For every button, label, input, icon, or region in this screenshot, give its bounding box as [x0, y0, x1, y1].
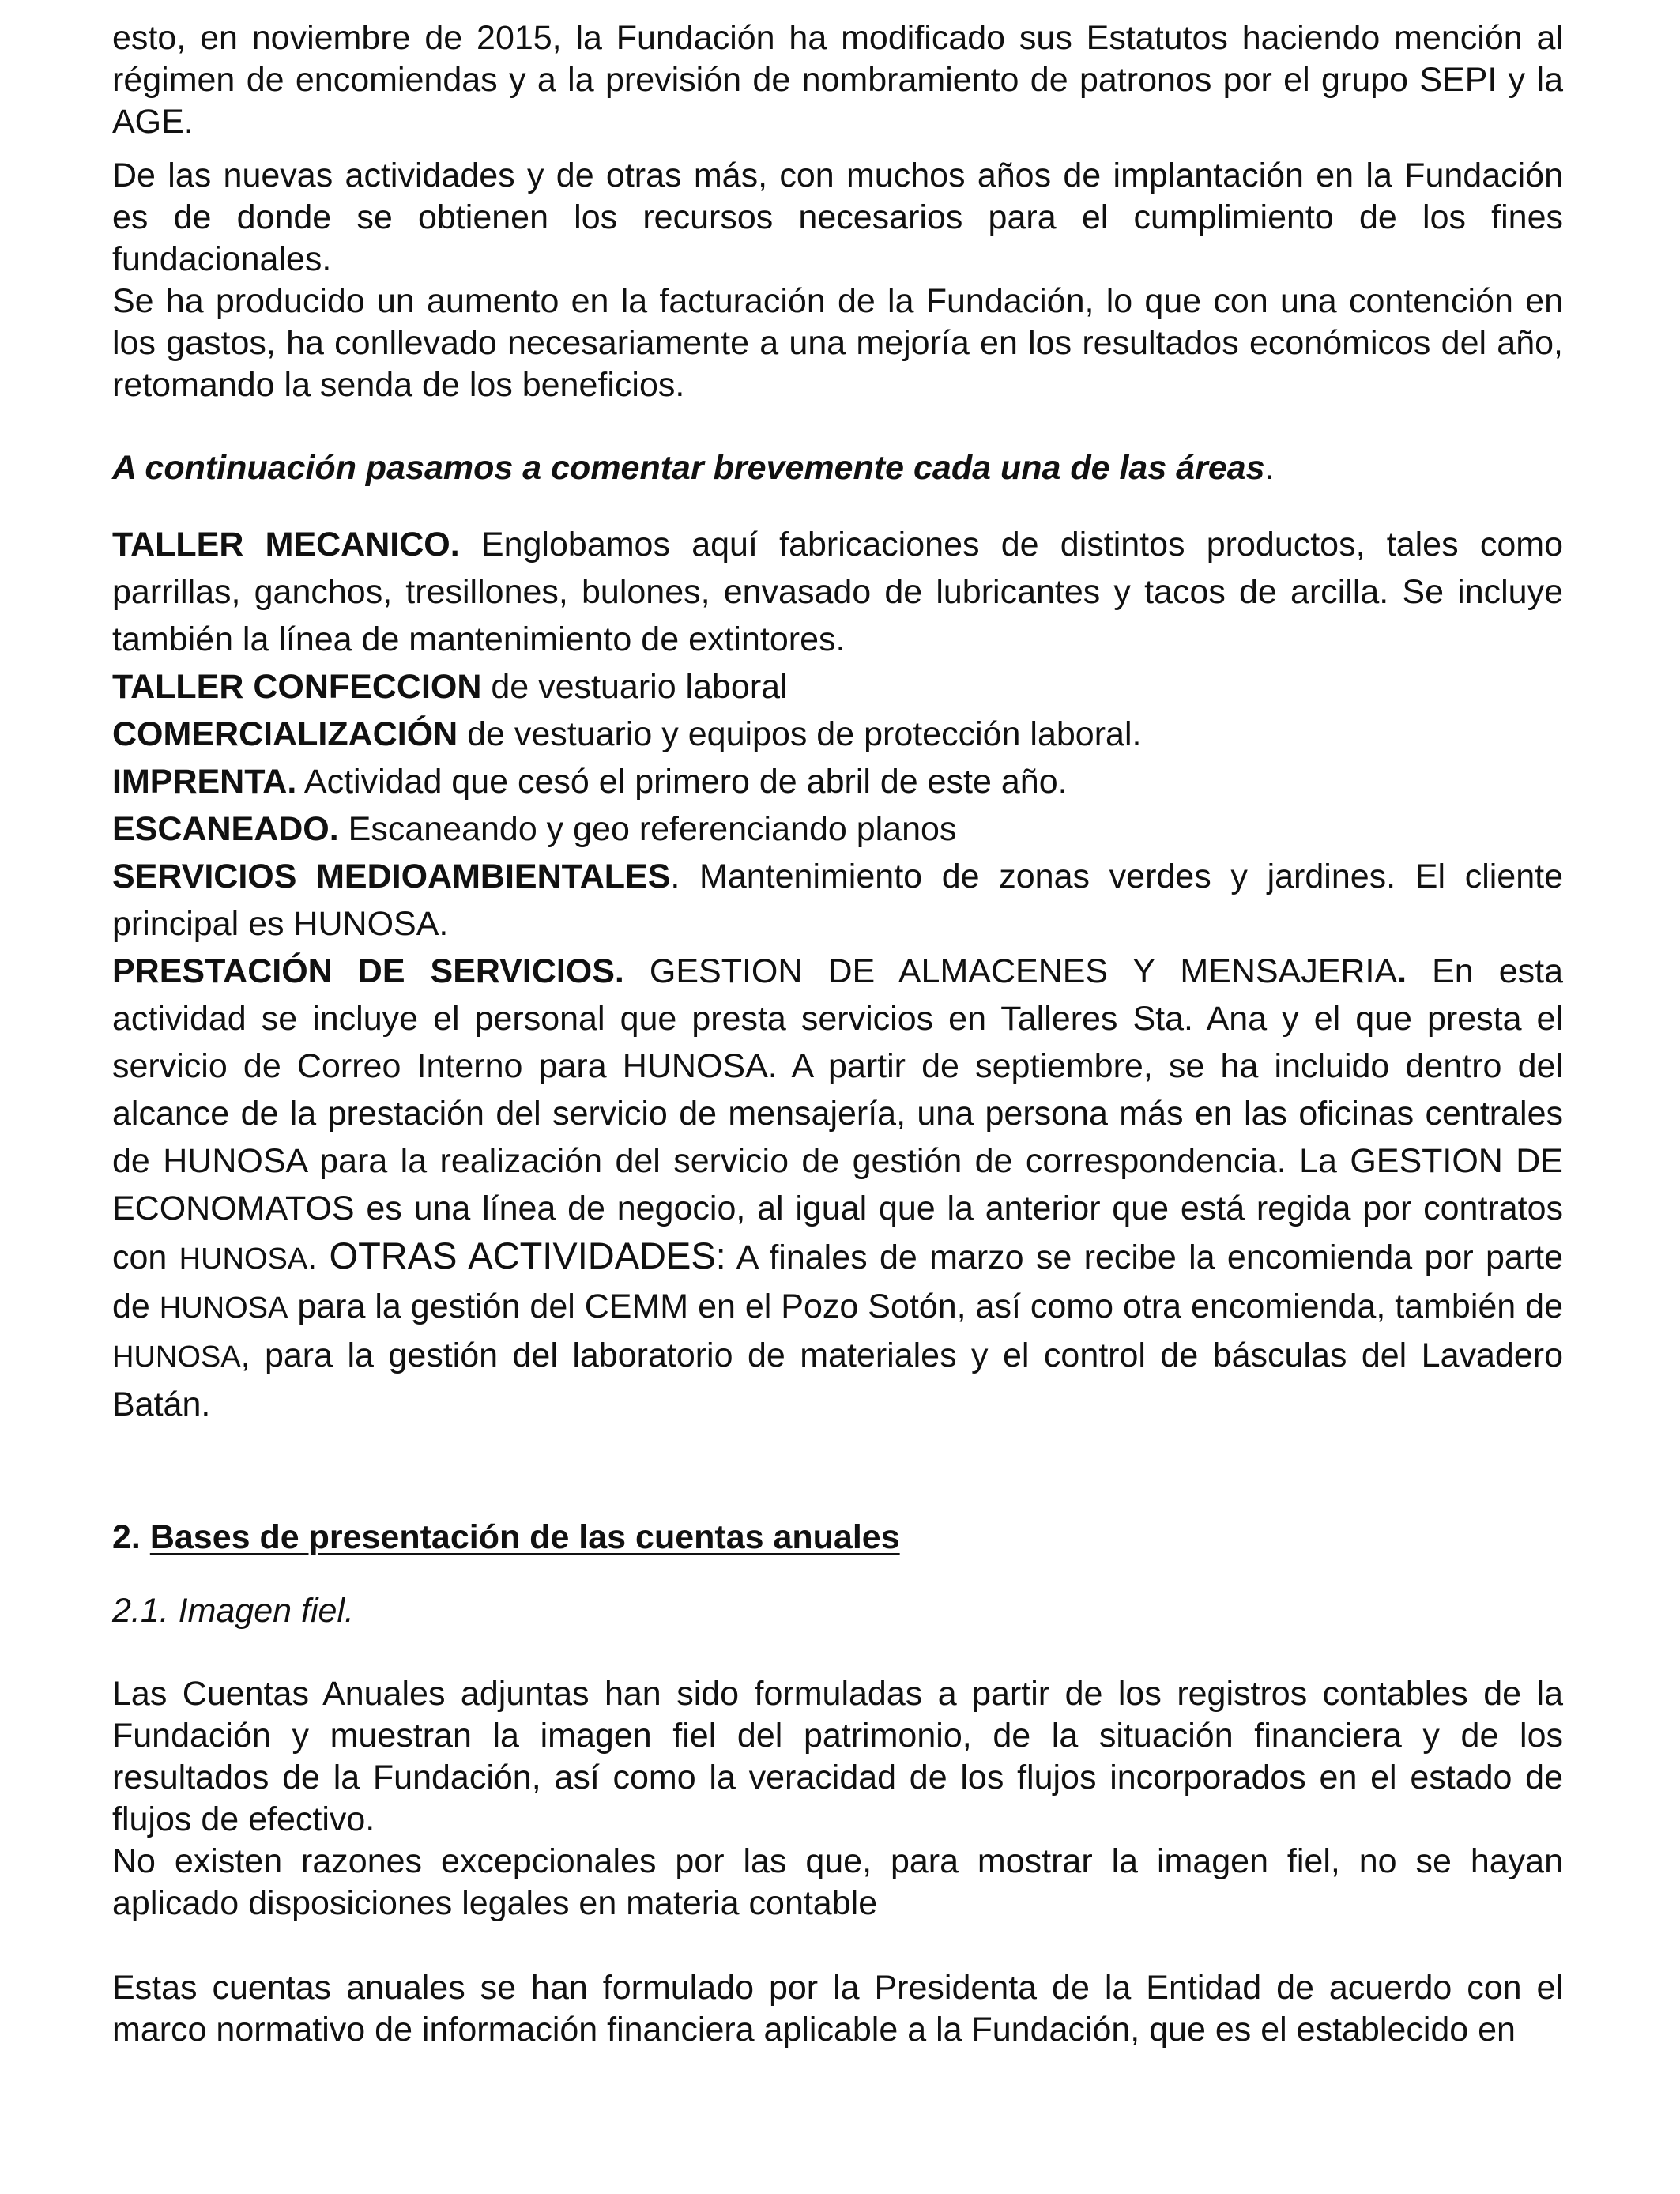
- area-title: PRESTACIÓN DE SERVICIOS.: [112, 952, 624, 990]
- area-text: A finales de marzo se recibe la encomienda por parte de: [112, 1238, 1564, 1325]
- area-subtitle: GESTION DE ALMACENES Y MENSAJERIA: [623, 952, 1398, 990]
- area-title: TALLER MECANICO.: [112, 526, 460, 564]
- section-title: Bases de presentación de las cuentas anuales: [149, 1518, 900, 1556]
- area-text: En esta actividad se incluye el personal que presta servicios en Talleres Sta. Ana y el que presta el servicio de Correo Interno para HUNOSA. A partir de septiembre, se ha incluido dentro del alcance de la prestación del servicio de mensajería, una persona más en las oficinas centrales de HUNOSA para la realización del servicio de gestión de correspondencia. La GESTION DE ECONOMATOS es una línea de negocio, al igual que la anterior que está regida por contratos con: [112, 952, 1563, 1276]
- otras-actividades-label: OTRAS ACTIVIDADES:: [329, 1235, 726, 1276]
- area-text: de vestuario laboral: [481, 668, 788, 706]
- section-number: 2.: [112, 1518, 150, 1556]
- area-imprenta: [112, 758, 1563, 805]
- area-text: .: [307, 1238, 330, 1276]
- hunosa-smallcaps: HUNOSA: [179, 1242, 308, 1276]
- area-taller-mecanico: [112, 521, 1563, 663]
- area-title: COMERCIALIZACIÓN: [112, 715, 458, 753]
- intro-paragraph-2: De las nuevas actividades y de otras más, con muchos años de implantación en la Fundación es de donde se obtienen los recursos necesarios para el cumplimiento de los fines fundacionales.: [112, 156, 1563, 278]
- area-title: IMPRENTA.: [112, 763, 297, 801]
- area-taller-confeccion: [112, 663, 1563, 711]
- intro-paragraph-1: esto, en noviembre de 2015, la Fundación ha modificado sus Estatutos haciendo mención al régimen de encomiendas y a la previsión de nombramiento de patronos por el grupo SEPI y la AGE.: [112, 19, 1563, 141]
- area-title: TALLER CONFECCION: [112, 668, 482, 706]
- section-2-heading: [112, 1517, 1563, 1559]
- area-text: . Mantenimiento de zonas verdes y jardines. El cliente principal es HUNOSA.: [112, 858, 1563, 943]
- area-text: Escaneando y geo referenciando planos: [338, 810, 957, 848]
- area-text: , para la gestión del laboratorio de materiales y el control de básculas del Lavadero Batán.: [112, 1336, 1563, 1423]
- areas-heading-text: A continuación pasamos a comentar brevemente cada una de las áreas: [112, 449, 1265, 487]
- document-page: [112, 17, 1563, 2051]
- section-2-paragraph-2: No existen razones excepcionales por las que, para mostrar la imagen fiel, no se hayan aplicado disposiciones legales en materia contable: [112, 1842, 1563, 1922]
- area-text: Englobamos aquí fabricaciones de distintos productos, tales como parrillas, ganchos, tresillones, bulones, envasado de lubricantes y tacos de arcilla. Se incluye también la línea de mantenimiento de extintores.: [112, 526, 1563, 658]
- area-text: Actividad que cesó el primero de abril de este año.: [296, 763, 1068, 801]
- section-2-paragraph-3: Estas cuentas anuales se han formulado por la Presidenta de la Entidad de acuerdo con el marco normativo de información financiera aplicable a la Fundación, que es el establecido en: [112, 1969, 1563, 2049]
- areas-heading: [112, 447, 1563, 489]
- area-text: de vestuario y equipos de protección laboral.: [458, 715, 1142, 753]
- subsection-2-1-heading: 2.1. Imagen fiel.: [112, 1592, 354, 1630]
- area-subtitle-dot: .: [1397, 952, 1407, 990]
- area-servicios-medioambientales: [112, 853, 1563, 948]
- area-comercializacion: [112, 711, 1563, 758]
- areas-heading-suffix: .: [1264, 449, 1275, 487]
- area-prestacion-servicios: [112, 948, 1563, 1428]
- area-title: SERVICIOS MEDIOAMBIENTALES: [112, 858, 671, 895]
- area-title: ESCANEADO.: [112, 810, 339, 848]
- area-text: para la gestión del CEMM en el Pozo Sotón, así como otra encomienda, también de: [288, 1287, 1563, 1325]
- area-escaneado: [112, 805, 1563, 853]
- hunosa-smallcaps: HUNOSA: [112, 1340, 241, 1374]
- hunosa-smallcaps: HUNOSA: [159, 1291, 288, 1325]
- intro-paragraph-3: Se ha producido un aumento en la facturación de la Fundación, lo que con una contención en los gastos, ha conllevado necesariamente a una mejoría en los resultados económicos del año, retomando la senda de los beneficios.: [112, 282, 1563, 404]
- section-2-paragraph-1: Las Cuentas Anuales adjuntas han sido formuladas a partir de los registros contables de la Fundación y muestran la imagen fiel del patrimonio, de la situación financiera y de los resultados de la Fundación, así como la veracidad de los flujos incorporados en el estado de flujos de efectivo.: [112, 1675, 1563, 1838]
